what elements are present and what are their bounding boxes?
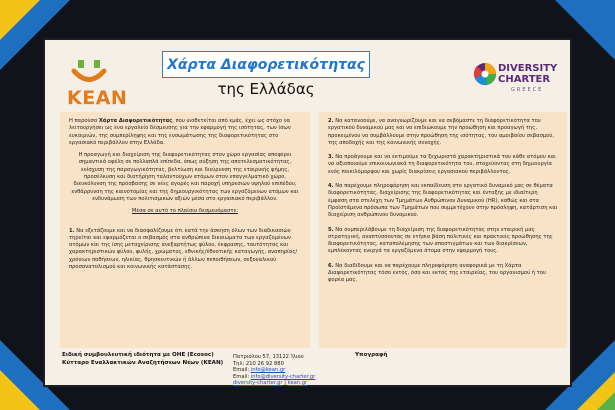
- organization-name: Κύτταρο Εναλλακτικών Αναζητήσεων Νέων (ΚΕΑΝ): [62, 359, 224, 366]
- page-title: Χάρτα Διαφορετικότητας: [167, 56, 365, 73]
- commitment-item-5: 5. Να συμπεριλάβουμε τη διαχείριση της διαφορετικότητας στην εταιρική μας στρατηγική, αναπτύσσοντας σε ετήσια βάση πολιτικές και πρακτικές προώθησης της διαφορετικότητας, καταπολέμησης των αποστιγμάτων και των διακρίσεων, εμπλέκοντας ενεργά τα εργαζόμενα άτομα στην εφαρμογή τους.: [328, 226, 553, 255]
- kean-logo-text: ΚΕΑΝ: [67, 87, 128, 109]
- right-column: [319, 112, 567, 348]
- diversity-charter-line2: CHARTER: [498, 74, 551, 85]
- kean-smile-icon: [67, 58, 111, 86]
- title-box: [162, 51, 370, 78]
- diversity-charter-website-link[interactable]: diversity-charter.gr: [233, 380, 283, 387]
- kean-website-link[interactable]: kean.gr: [287, 380, 308, 387]
- email-diversity: Email: info@diversity-charter.gr: [233, 373, 316, 380]
- corner-decoration-bottom-right-green: [597, 392, 615, 410]
- commitment-item-3: 3. Να προάγουμε και να εκτιμούμε τα ξεχωριστά χαρακτηριστικά του κάθε ατόμου και να αξιοποιούμε επικοινωνιακά τη διαφορετικότητα του, στοχεύοντας στη δημιουργία ενός ποικιλόμορφου και χωρίς διακρίσεις εργασιακού περιβάλλοντος.: [328, 154, 556, 175]
- email-diversity-link[interactable]: info@diversity-charter.gr: [250, 373, 316, 380]
- signature-label: Υπογραφή: [355, 352, 388, 358]
- phone: Τηλ: 210 26 92 880: [233, 360, 284, 367]
- intro-paragraph: Η παρούσα Χάρτα Διαφορετικότητας, που υιοθετείται από εμάς, έχει ως στόχο να λειτουργήσει ως ένα εργαλείο δέσμευσης για την εφαρμογή της ισότητας, των ίσων ευκαιριών, της συμπερίληψης και της ενσωμάτωσης της διαφορετικότητας στο εργασιακό περιβάλλον στην Ελλάδα.: [69, 118, 291, 146]
- commitment-item-4: 4. Να παρέχουμε πληροφόρηση και εκπαίδευση στο εργατικό δυναμικό μας σε θέματα διαφορετικότητας, διαχείρισης της διαφορετικότητας και ένταξης με ιδιαίτερη έμφαση στα στελέχη των Τμημάτων Ανθρώπινου Δυναμικού (HR), καθώς και στα Προϊστάμενα πρόσωπα των Τμημάτων που συμμετέχουν στην πρόσληψη, κατάρτιση και διαχείριση ανθρώπινου δυναμικού.: [328, 183, 558, 219]
- kean-logo: [67, 58, 128, 109]
- email-kean-link[interactable]: info@kean.gr: [250, 367, 286, 374]
- diversity-charter-globe-icon: [473, 60, 497, 90]
- diversity-charter-line1: DIVERSITY: [498, 63, 558, 74]
- corner-decoration-bottom-left-yellow: [0, 370, 40, 410]
- address: Πατριόλου 57, 13122 Ίλιον: [233, 354, 304, 360]
- corner-decoration-top-left-yellow: [0, 0, 40, 40]
- organization-info: [62, 352, 223, 367]
- websites: diversity-charter.gr | kean.gr: [233, 380, 308, 387]
- diversity-charter-logo: [473, 56, 563, 96]
- organization-status: Ειδική συμβουλευτική ιδιότητα με ΟΗΕ (Ecosoc): [62, 352, 214, 358]
- commitment-item-2: 2. Να κατανοούμε, να αναγνωρίζουμε και να σεβόμαστε τη διαφορετικότητα του εργατικού δυναμικού μας και να επιδιώκουμε την προώθηση και προαγωγή της, προκειμένου να συμβάλλουμε στην προώθηση της ισότητας, του αμοιβαίου σεβασμού, της αποδοχής και της κοινωνικής συνοχής.: [328, 118, 555, 146]
- diversity-charter-line3: GREECE: [511, 87, 544, 93]
- commitment-heading: Μέσα σε αυτό το πλαίσιο δεσμευόμαστε:: [131, 208, 239, 215]
- commitment-item-6: 6. Να διαδίδουμε και να παρέχουμε πληροφόρηση αναφορικά με τη Χάρτα Διαφορετικότητας τόσο εντός, όσο και εκτός της εταιρείας, του οργανισμού ή του φορέα μας.: [328, 262, 546, 284]
- left-column: [60, 112, 310, 348]
- contact-info: [233, 354, 315, 387]
- benefits-paragraph: Η προαγωγή και διαχείριση της διαφορετικότητας στον χώρο εργασίας αποφέρει σημαντικά οφέλη σε πολλαπλά επίπεδα, όπως αύξηση της αποτελεσματικότητας, ενίσχυση της παραγωγικότητας, βελτίωση και διεύρυνση της εταιρικής φήμης, προσέλκυση και διατήρηση ταλαντούχων ατόμων στον επαγγελματικό χώρο, διευκόλυνση της πρόσβασης σε νέες αγορές και παροχή υπηρεσιών υψηλού επιπέδου, ενθάρρυνση της καινοτομίας και της δημιουργικότητας των εργαζόμενων ατόμων και ενδυνάμωση των πολιτισμικών αξιών μέσα στο εργασιακό περιβάλλον.: [71, 152, 299, 202]
- page-subtitle: της Ελλάδας: [217, 80, 315, 98]
- charter-document: [45, 40, 570, 385]
- commitment-item-1: 1. Να εξετάζουμε και να διασφαλίζουμε ότι κατά την άσκηση όλων των διαδικασιών τηρείται και εφαρμόζεται ο σεβασμός στα ανθρώπινα δικαιώματα των εργαζομένων ατόμων και της ίσης μεταχείρισης ανεξαρτήτως φύλου, έκφρασης, ταυτότητας και χαρακτηριστικών φύλου, φυλής, χρώματος, εθνικής/έθνοτικής καταγωγής, αναπηρίας/χρόνιων παθήσεων, ηλικίας, θρησκευτικών ή άλλων πεποιθήσεων, σεξουαλικού προσανατολισμού και κοινωνικής κατάστασης.: [69, 227, 298, 271]
- email-kean: Email: info@kean.gr: [233, 367, 286, 374]
